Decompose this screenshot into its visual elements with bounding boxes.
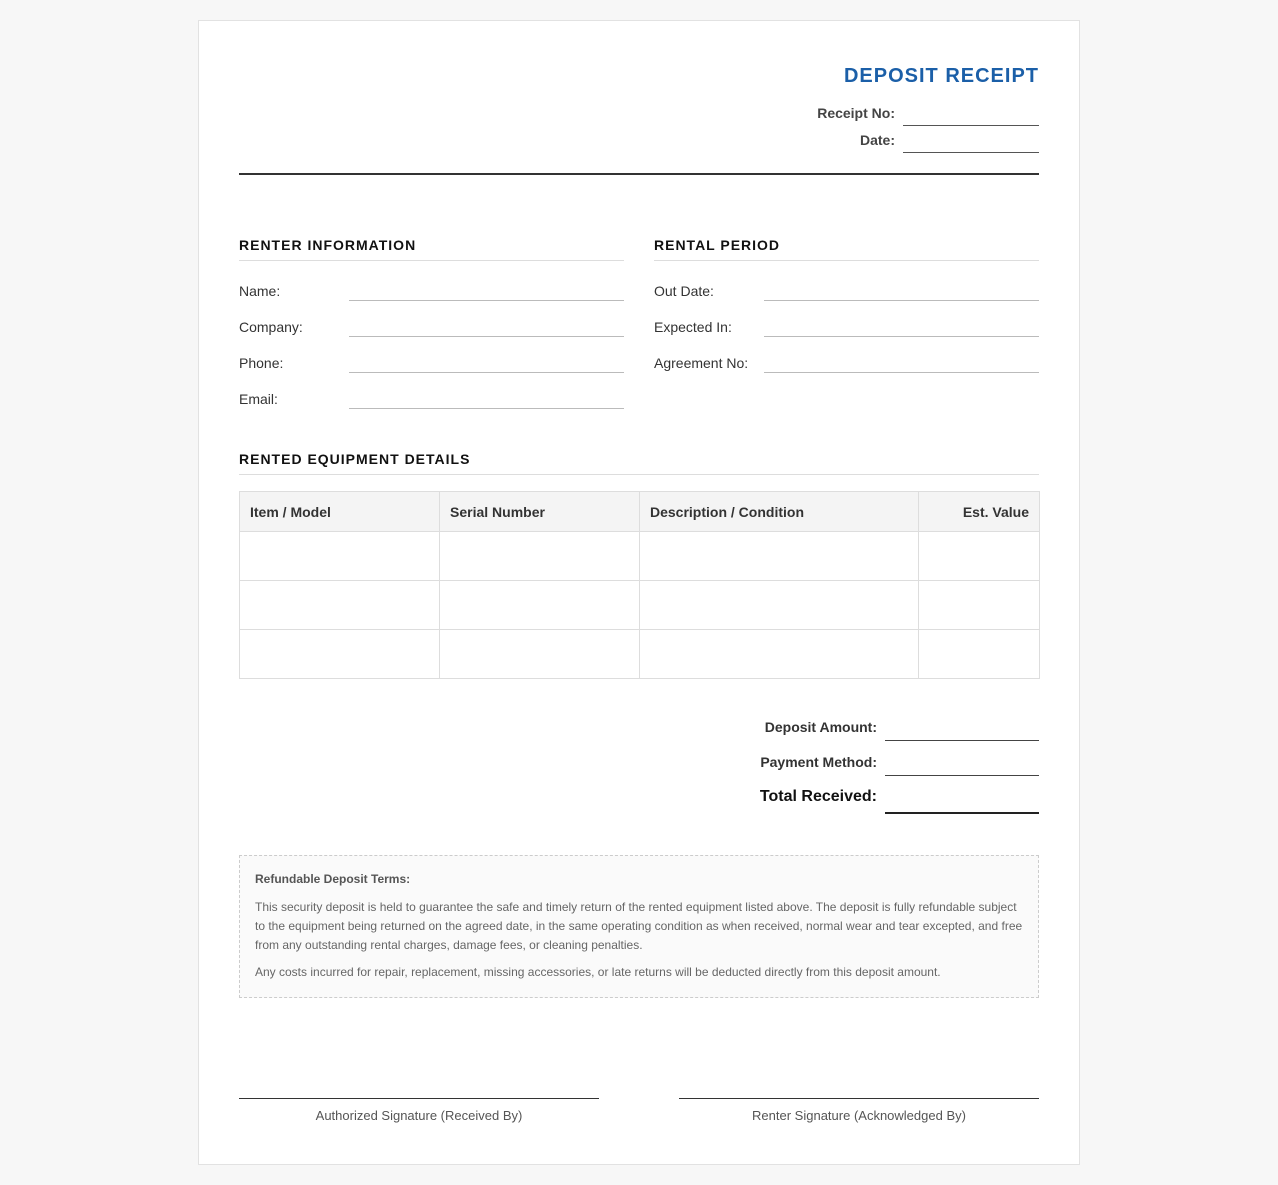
date-field[interactable] [903,129,1039,153]
renter-signature-line[interactable] [679,1098,1039,1123]
company-label: Company: [239,319,303,335]
document-title: DEPOSIT RECEIPT [843,65,1039,87]
table-header-row [240,492,1040,532]
table-row [240,532,1040,581]
column-header-description: Description / Condition [640,492,919,532]
deposit-terms-paragraph: Any costs incurred for repair, replacement, missing accessories, or late returns will be deducted directly from this deposit amount. [255,965,941,979]
column-header-item-model: Item / Model [240,492,440,532]
table-cell[interactable] [240,532,440,581]
receipt-number-label: Receipt No: [817,105,895,121]
total-received-label: Total Received: [759,788,877,805]
phone-row [239,337,624,373]
totals-section [760,713,1039,814]
receipt-page [198,20,1080,1165]
receipt-number-row [817,102,1039,126]
deposit-terms-box [239,855,1039,998]
expected-in-label: Expected In: [654,319,732,335]
table-cell[interactable] [919,630,1040,679]
deposit-terms-title: Refundable Deposit Terms: [255,872,411,886]
column-header-est-value: Est. Value [919,492,1040,532]
payment-method-row [760,748,1039,776]
table-row [240,630,1040,679]
rental-period-section [654,237,1039,373]
date-label: Date: [859,132,895,148]
authorized-signature-line[interactable] [239,1098,599,1123]
table-cell[interactable] [440,630,640,679]
agreement-no-label: Agreement No: [654,355,749,371]
deposit-amount-field[interactable] [885,713,1039,741]
date-row [860,129,1039,153]
out-date-row [654,265,1039,301]
table-cell[interactable] [440,581,640,630]
email-field[interactable] [349,383,624,409]
expected-in-row [654,301,1039,337]
receipt-number-field[interactable] [903,102,1039,126]
total-received-row [760,782,1039,814]
table-cell[interactable] [640,532,919,581]
deposit-amount-label: Deposit Amount: [764,719,877,735]
renter-signature-label: Renter Signature (Acknowledged By) [752,1108,966,1123]
table-cell[interactable] [919,532,1040,581]
company-row [239,301,624,337]
payment-method-label: Payment Method: [760,754,877,770]
company-field[interactable] [349,311,624,337]
equipment-title: RENTED EQUIPMENT DETAILS [239,451,1039,475]
table-row [240,581,1040,630]
renter-information-title: RENTER INFORMATION [239,237,624,261]
name-label: Name: [239,283,281,299]
deposit-terms-paragraph: This security deposit is held to guarantee the safe and timely return of the rented equipment listed above. The deposit is fully refundable subject to the equipment being returned on the agreed date, in the same operating condition as when received, normal wear and tear excepted, and free from any outstanding rental charges, damage fees, or cleaning penalties. [255,900,1023,952]
equipment-section [239,451,1039,679]
table-cell[interactable] [640,581,919,630]
header-divider [239,173,1039,175]
agreement-no-field[interactable] [764,347,1039,373]
email-label: Email: [239,391,278,407]
out-date-field[interactable] [764,275,1039,301]
out-date-label: Out Date: [654,283,714,299]
rental-period-title: RENTAL PERIOD [654,237,1039,261]
equipment-table [239,491,1040,679]
authorized-signature-label: Authorized Signature (Received By) [315,1108,523,1123]
deposit-amount-row [760,713,1039,741]
phone-label: Phone: [239,355,284,371]
table-cell[interactable] [240,630,440,679]
table-cell[interactable] [440,532,640,581]
table-cell[interactable] [919,581,1040,630]
payment-method-field[interactable] [885,748,1039,776]
table-cell[interactable] [240,581,440,630]
phone-field[interactable] [349,347,624,373]
email-row [239,373,624,409]
column-header-serial-number: Serial Number [440,492,640,532]
expected-in-field[interactable] [764,311,1039,337]
agreement-no-row [654,337,1039,373]
name-field[interactable] [349,275,624,301]
total-received-field[interactable] [885,782,1039,814]
renter-information-section [239,237,624,409]
name-row [239,265,624,301]
table-cell[interactable] [640,630,919,679]
